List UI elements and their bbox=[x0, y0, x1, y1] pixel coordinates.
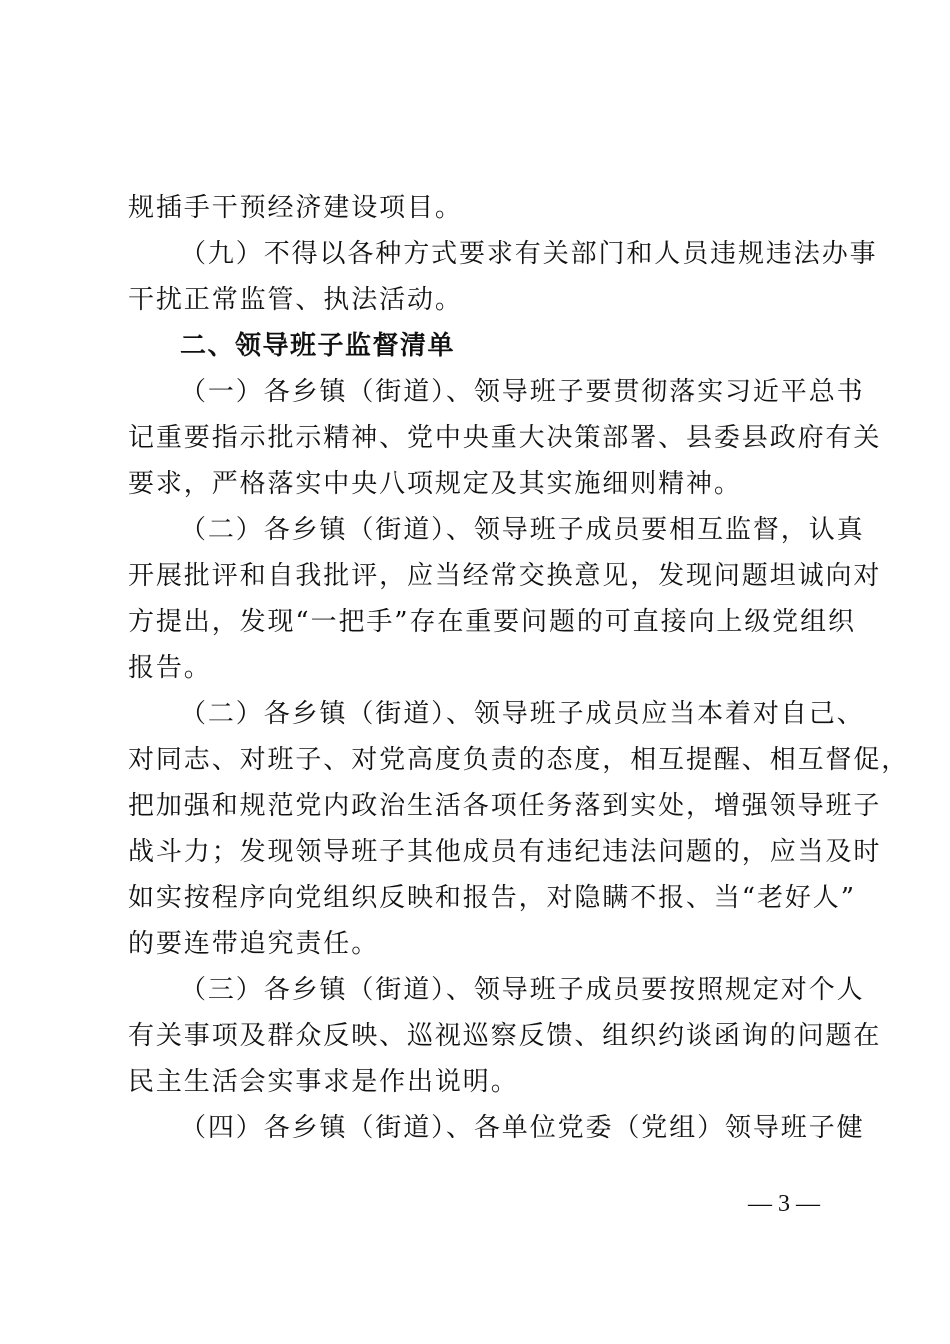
paragraph-2-line: （二）各乡镇（街道）、领导班子成员要相互监督，认真 bbox=[180, 515, 865, 545]
text-line: 民主生活会实事求是作出说明。 bbox=[128, 1067, 519, 1097]
paragraph-4-line: （四）各乡镇（街道）、各单位党委（党组）领导班子健 bbox=[180, 1113, 865, 1143]
text-line: 要求，严格落实中央八项规定及其实施细则精神。 bbox=[128, 469, 742, 499]
paragraph-3-line: （三）各乡镇（街道）、领导班子成员要按照规定对个人 bbox=[180, 975, 865, 1005]
text-line: 记重要指示批示精神、党中央重大决策部署、县委县政府有关 bbox=[128, 423, 882, 453]
text-line: 把加强和规范党内政治生活各项任务落到实处，增强领导班子 bbox=[128, 791, 882, 821]
text-line: 干扰正常监管、执法活动。 bbox=[128, 285, 463, 315]
paragraph-9-line: （九）不得以各种方式要求有关部门和人员违规违法办事 bbox=[180, 239, 878, 269]
text-line: 有关事项及群众反映、巡视巡察反馈、组织约谈函询的问题在 bbox=[128, 1021, 882, 1051]
text-line: 对同志、对班子、对党高度负责的态度，相互提醒、相互督促， bbox=[128, 745, 910, 775]
page-number: — 3 — bbox=[748, 1191, 820, 1217]
text-line: 方提出，发现“一把手”存在重要问题的可直接向上级党组织 bbox=[128, 607, 856, 637]
paragraph-2b-line: （二）各乡镇（街道）、领导班子成员应当本着对自己、 bbox=[180, 699, 865, 729]
text-line: 如实按程序向党组织反映和报告，对隐瞒不报、当“老好人” bbox=[128, 883, 856, 913]
section-heading: 二、领导班子监督清单 bbox=[180, 331, 456, 361]
text-line: 开展批评和自我批评，应当经常交换意见，发现问题坦诚向对 bbox=[128, 561, 882, 591]
text-line: 规插手干预经济建设项目。 bbox=[128, 193, 463, 223]
paragraph-1-line: （一）各乡镇（街道）、领导班子要贯彻落实习近平总书 bbox=[180, 377, 865, 407]
text-line: 的要连带追究责任。 bbox=[128, 929, 380, 959]
text-line: 报告。 bbox=[128, 653, 212, 683]
text-line: 战斗力；发现领导班子其他成员有违纪违法问题的，应当及时 bbox=[128, 837, 882, 867]
